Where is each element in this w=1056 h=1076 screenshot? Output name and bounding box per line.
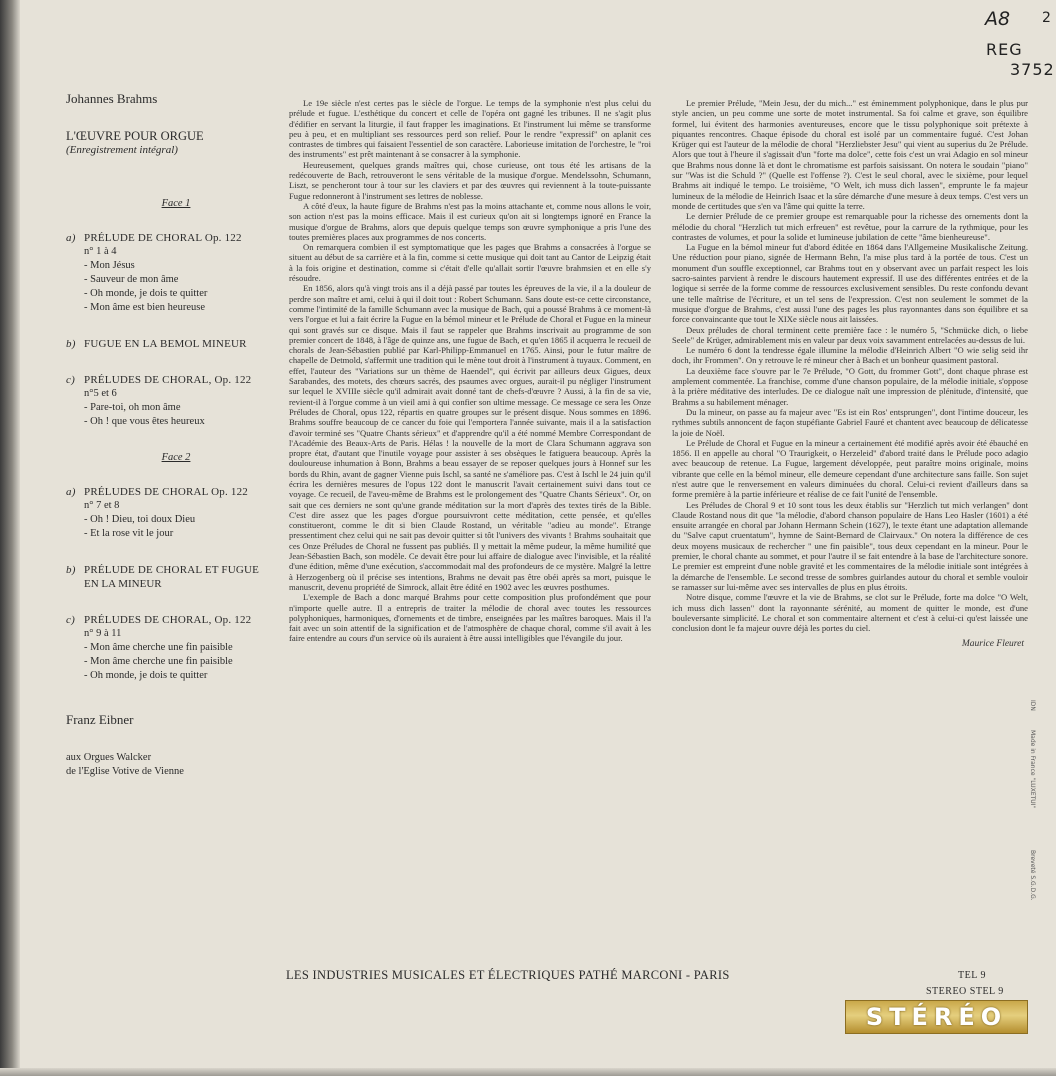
track-entry [66,563,286,591]
catalog-number-stereo: STEREO STEL 9 [926,986,1004,997]
side-text-patent: Breveté S.G.D.G. [1029,850,1036,901]
liner-paragraph: Le 19e siècle n'est certes pas le siècle de l'orgue. Le temps de la symphonie n'est plus celui du prélude et fugue. L'esthétique du concert et celle de l'opéra ont gagné les tribunes. Il ne s'agit plus d'édifier en servant la liturgie, il faut frapper les imaginations. Et l'instrument lui même se transforme peu à peu, et en multipliant ses ressources perd son relief. Pour le rendre "expressif" on aplanit ces contrastes de timbres qui faisaient l'essentiel de son caractère. Laborieuse imitation de l'orchestre, le "roi des instruments" est prêt maintenant à se consacrer à la symphonie. [289,98,651,160]
liner-paragraph: Deux préludes de choral terminent cette première face : le numéro 5, "Schmücke dich, o liebe Seele" de Krüger, admirablement mis en valeur par deux voix savamment entrelacées au-dessus de lui. [672,324,1028,345]
liner-paragraph: Le numéro 6 dont la tendresse égale illumine la mélodie d'Heinrich Albert "O wie selig seid ihr doch, ihr Frommen". On y retrouve le ré mineur cher à Bach et un bonheur quasiment pastoral. [672,345,1028,366]
track-title-row [66,231,286,245]
liner-paragraph: L'exemple de Bach a donc marqué Brahms pour cette composition plus profondément que pour n'importe quelle autre. Il a entrepris de traiter la mélodie de choral avec toutes les ressources polyphoniques, harmoniques, d'ornements et de timbre, enseignées par les maîtres baroques. Mais il l'a fait avec un soin attentif de la signification et de l'atmosphère de chaque choral, comme s'il avait à les faire entendre au cours d'un service où ils auraient à être aussi intelligibles que l'évangile du jour. [289,592,651,644]
track-subitem: - Et la rose vit le jour [84,528,174,539]
liner-paragraph: Le dernier Prélude de ce premier groupe est remarquable pour la richesse des ornements dont la mélodie du choral "Herzlich tut mich erfreuen" est revêtue, pour la carrure de la rythmique, pour les contrastes de volumes, et pour la solide et lumineuse jubilation de cette "âme bienheureuse". [672,211,1028,242]
track-letter: a) [66,486,76,498]
organ-line-1: aux Orgues Walcker [66,752,152,763]
track-letter: c) [66,374,75,386]
liner-paragraph: Heureusement, quelques grands maîtres qui, chose curieuse, ont tous été les artisans de la redécouverte de Bach, retrouveront le sens véritable de la musique d'orgue. Mendelssohn, Schumann, Liszt, se pencheront tour à tour sur les claviers et par des œuvres qui reviennent à la toute-puissante Fugue redonneront à l'instrument ses lettres de noblesse. [289,159,651,201]
track-subitem: - Mon âme cherche une fin paisible [84,656,233,667]
programme-column [66,92,286,779]
track-title-row [66,563,286,577]
handwritten-reg: REG [986,40,1023,59]
liner-paragraph: Le premier Prélude, "Mein Jesu, der du mich..." est éminemment polyphonique, dans le plus pur style ancien, un peu comme une sorte de motet instrumental. Sa foi calme et grave, son équilibre formel, lui évitent des harmonies aventureuses, encore que le tissu polyphonique soit prétexte à piquantes rencontres. Chaque épisode du choral est isolé par un commentaire fugué. C'est Johan Krüger qui est l'auteur de la mélodie de choral "Herzliebster Jesu" qui vient au superius du 2e Prélude. Alors que tout à l'heure il s'agissait d'un "forte ma dolce", cette fois c'est un vrai Adagio en sol mineur que Brahms nous donne là et dont le chromatisme est parfois saisissant. On notera le soudain "piano" sur "Was ist die Schuld ?" (Quelle est l'offense ?). C'est le seul choral, avec le sixième, pour lequel Brahms ait indiqué le tempo. Le troisième, "O Welt, ich muss dich lassen", emprunte le fa majeur lumineux de la mélodie de Heinrich Isaac et la sûre démarche d'une mesure à deux temps. C'est vers un monde de certitudes que s'en va l'âme qui quitte la terre. [672,98,1028,211]
track-title: PRÉLUDE DE CHORAL ET FUGUE [84,564,260,576]
face-1-tracklist [66,231,286,429]
track-entry [66,337,286,351]
liner-paragraph: Les Préludes de Choral 9 et 10 sont tous les deux établis sur "Herzlich tut mich verlangen" dont Claude Rostand nous dit que "la mélodie, d'abord chanson populaire de Hans Leo Hasler (1601) a été ensuite arrangée en choral par Johann Hermann Schein (1627), le texte étant une adaptation allemande du "Salve caput cruentatum", hymne de Saint-Bernard de Clairvaux." On notera la différence de ces deux moyens musicaux de rechercher " une fin paisible", tous deux cependant en la mineur. Pour le premier, le choral chante au sommet, et pour l'autre il se fait entendre à la base de l'architecture sonore. Le premier est empreint d'une noble gravité et les commentaires de la mélodie initiale sont intégrées à la démarche de l'ensemble. Le second tresse de sombres guirlandes autour du choral et semble vouloir se ramasser sur lui-même avec ses intervalles de plus en plus étroits. [672,499,1028,592]
handwritten-mark: 2 [1042,10,1051,26]
liner-notes-column-2 [672,98,1028,650]
track-subitem: - Oh monde, je dois te quitter [84,288,208,299]
track-subitem: - Sauveur de mon âme [84,274,179,285]
track-title-row [66,613,286,627]
face-2-tracklist [66,485,286,683]
track-subitem: - Pare-toi, oh mon âme [84,402,181,413]
track-letter: b) [66,338,76,350]
track-subitem: n° 9 à 11 [84,628,122,639]
track-letter: b) [66,564,76,576]
stereo-badge [845,1000,1028,1034]
track-subitem: - Oh monde, je dois te quitter [84,670,208,681]
author-signature: Maurice Fleuret [961,639,1024,650]
track-subitem: n° 7 et 8 [84,500,120,511]
work-title: L'ŒUVRE POUR ORGUE [66,129,204,143]
track-subitem: - Mon âme est bien heureuse [84,302,206,313]
track-title-continued: EN LA MINEUR [84,578,162,590]
track-title: FUGUE EN LA BEMOL MINEUR [84,338,247,350]
track-title-row [66,485,286,499]
catalog-number-mono: TEL 9 [958,970,986,981]
side-text-made-in-france: Made in France "LUXETUI" [1029,730,1036,809]
track-subitem: n° 1 à 4 [84,246,117,257]
sleeve-bottom-edge [0,1068,1056,1076]
composer-name: Johannes Brahms [66,91,158,106]
track-entry [66,231,286,315]
track-title: PRÉLUDES DE CHORAL, Op. 122 [84,374,252,386]
liner-paragraph: Notre disque, comme l'œuvre et la vie de Brahms, se clot sur le Prélude, forte ma dolce "O Welt, ich muss dich lassen" dont la rayonnante sérénité, au moment de quitter le monde, est d'une bouleversante simplicité. Le choral et son commentaire alternent et c'est à celui-ci qu'est laissée une conclusion dont le fa majeur ouvre déjà les portes du ciel. [672,592,1028,634]
face-1-heading: Face 1 [161,198,191,209]
track-title: PRÉLUDES DE CHORAL, Op. 122 [84,614,252,626]
track-entry [66,485,286,541]
liner-notes-column-1 [289,98,651,644]
track-title-row [66,373,286,387]
track-entry [66,613,286,683]
track-letter: c) [66,614,75,626]
face-2-heading: Face 2 [161,452,191,463]
track-subitem: - Mon âme cherche une fin paisible [84,642,233,653]
liner-paragraph: On remarquera combien il est symptomatique que les pages que Brahms a consacrées à l'orgue se situent au début de sa carrière et à la fin, comme si cette musique qui doit tant au Cantor de Leipzig était à la fois origine et destination, comme si c'était d'elle qu'allait sortir l'œuvre brahmsien et en elle s'y résoudre. [289,242,651,284]
liner-paragraph: Le Prélude de Choral et Fugue en la mineur a certainement été modifié après avoir été ébauché en 1856. Il en appelle au choral "O Traurigkeit, o Herzeleid" d'abord traité dans le Prélude poco adagio avec beaucoup de retenue. La Fugue, largement développée, peut paraître moins originale, moins vibrante que celle en la bémol mineur, elle demeure cependant d'une architecture sans faille. Son sujet n'est autre que le renversement en valeurs diminuées du choral. Celui-ci revient d'ailleurs dans sa forme première à la partie inférieure et réalise de ce fait l'unité de l'ensemble. [672,437,1028,500]
track-title-row [66,337,286,351]
liner-paragraph: A côté d'eux, la haute figure de Brahms n'est pas la moins attachante et, comme nous allons le voir, son action n'est pas la moins efficace. Mais il est curieux qu'on ait si longtemps ignoré en France la musique d'orgue de Brahms, alors que depuis quelque temps son œuvre symphonique a pris l'une des toutes premières places aux programmes de nos concerts. [289,200,651,242]
organ-line-2: de l'Eglise Votive de Vienne [66,766,184,777]
side-legal-text [1029,700,1048,960]
performer-name: Franz Eibner [66,712,134,727]
track-subitem: n°5 et 6 [84,388,117,399]
sleeve-spine-edge [0,0,20,1076]
liner-paragraph: La Fugue en la bémol mineur fut d'abord éditée en 1864 dans l'Allgemeine Musikalische Zeitung. Une réduction pour piano, signée de Hermann Behn, l'a mise plus tard à la portée de tous. C'est un monument d'un souffle exceptionnel, car Brahms tout en y observant avec un parfait respect les lois sacro-saintes parvient à rendre le discours hautement expressif. Il use des différentes entrées et de la logique si serrée de la forme comme de ressources exclusivement sensibles. Du reste confondu devant une telle maîtrise de l'écriture, et un tel sens de l'expression. C'est non seulement le sommet de la musique d'orgue de Brahms, c'est aussi l'une des pages les plus rayonnantes dans son équilibre et sa force convaincante que tout le XIXe siècle nous ait laissées. [672,242,1028,325]
track-subitem: - Mon Jésus [84,260,135,271]
track-letter: a) [66,232,76,244]
side-text-idn: IDN [1029,700,1036,711]
publisher-line: LES INDUSTRIES MUSICALES ET ÉLECTRIQUES PATHÉ MARCONI - PARIS [286,968,730,982]
track-subitem: - Oh ! Dieu, toi doux Dieu [84,514,196,525]
track-title: PRÉLUDE DE CHORAL Op. 122 [84,232,242,244]
handwritten-code: A8 [985,8,1011,30]
track-subitem: - Oh ! que vous êtes heureux [84,416,205,427]
liner-notes-column-2-text [672,98,1028,633]
liner-paragraph: En 1856, alors qu'à vingt trois ans il a déjà passé par toutes les épreuves de la vie, il a la douleur de perdre son maître et ami, celui à qui il doit tout : Robert Schumann. Sans doute est-ce cette circonstance, comme l'intimité de la famille Schumann avec la musique de Bach, qui a poussé Brahms à ce moment-là vers l'orgue et lui a fait écrire la Fugue en la bémol mineur et le Prélude de Choral et Fugue en la mineur qui sont gravés sur ce disque. Mais il faut se rappeler que Brahms inscrivait au programme de son premier concert de 1848, à l'âge de quinze ans, une fugue de Bach, et qu'en 1865 il acquerra le recueil de chorals de Jean-Sébastien publié par Karl-Philipp-Emmanuel en 1765. Ainsi, pour le futur maître de chapelle de Detmold, s'affermit une tradition qui le mène tout droit à l'instrument à tuyaux. Comment, en effet, l'auteur des "Variations sur un thème de Haendel", qui écrivit par ailleurs deux Gigues, deux Sarabandes, des motets, des chœurs sacrés, des psaumes avec orgues, aurait-il pu négliger l'instrument sur lequel le XVIIIe siècle qu'il admirait avait donné tant de chefs-d'œuvre ? Aussi, à la fin de sa vie, revient-il à l'orgue comme à un vieil ami à qui confier son ultime message. Ce message ce sera les Onze Préludes de Choral, opus 122, répartis en quatre groupes sur le présent disque. Nous sommes en 1896. Brahms souffre beaucoup de ce cancer du foie qui l'emportera l'année suivante, mais il a la satisfaction d'avoir terminé ses "Quatre Chants sérieux" et d'apprendre qu'il a été nommé Membre Correspondant de l'Académie des Beaux-Arts de Paris. Hélas ! la nouvelle de la mort de Clara Schumann aggrava son propre état, d'autant que l'inutile voyage pour assister à ses obsèques le fatiguera beaucoup. Après la douloureuse inhumation à Bonn, Brahms a beau essayer de se reposer quelques jours à Honnef sur les bords du Rhin, avant de gagner Vienne puis Ischl, sa santé ne s'améliore pas. C'est à Ischl le 24 juin qu'il écrira les dernières mesures de l'opus 122 dont le manuscrit l'avait certainement suivi dans tout ce voyage. Ce recueil, de l'aveu-même de Brahms est le prolongement des "Quatre Chants Sérieux". Or, on sait que ces derniers ne sont qu'une grande méditation sur la mort d'après des textes tirés de la Bible. C'est dire assez que les pages d'orgue poursuivront cette méditation, cette pensée, et qu'elles constitueront, comme le dit si bien Claude Rostand, un véritable "adieu au monde". Etrange pressentiment chez celui qui ne sait pas devoir quitter si tôt l'univers des vivants ! Brahms souhaitait que ces Onze Préludes de Choral ne fussent pas publiés. Il y mettait la même pudeur, la même humilité que Jean-Sébastien Bach, son modèle. Ce devait être pour lui affaire de dialogue avec l'invisible, et la réalité d'une édition, même d'une exécution, s'accommodait mal des profondeurs de ce mystère. Malgré la lettre à Herzogenberg où il précise ses intentions, Brahms ne devait pas être obéi après sa mort, puisque le manuscrit, devenu propriété de Simrock, allait être édité en 1902 avec les œuvres posthumes. [289,283,651,592]
handwritten-number: 3752 [1010,60,1055,79]
work-subtitle: (Enregistrement intégral) [66,144,178,156]
liner-paragraph: Du la mineur, on passe au fa majeur avec "Es ist ein Ros' entsprungen", dont l'intime douceur, les rythmes subtils annoncent de façon stupéfiante Gabriel Fauré et chantent avec beaucoup de délicatesse la joie de Noël. [672,406,1028,438]
track-entry [66,373,286,429]
track-title: PRÉLUDES DE CHORAL Op. 122 [84,486,248,498]
stereo-badge-label: STÉRÉO [865,1003,1008,1031]
liner-paragraph: La deuxième face s'ouvre par le 7e Prélude, "O Gott, du frommer Gott", dont chaque phrase est amplement commentée. La franchise, comme d'une chanson populaire, de la mélodie initiale, s'oppose à la prière méditative des interludes. De ce dialogue naît une impression de plénitude, d'intensité, que Brahms a su habilement ménager. [672,365,1028,407]
